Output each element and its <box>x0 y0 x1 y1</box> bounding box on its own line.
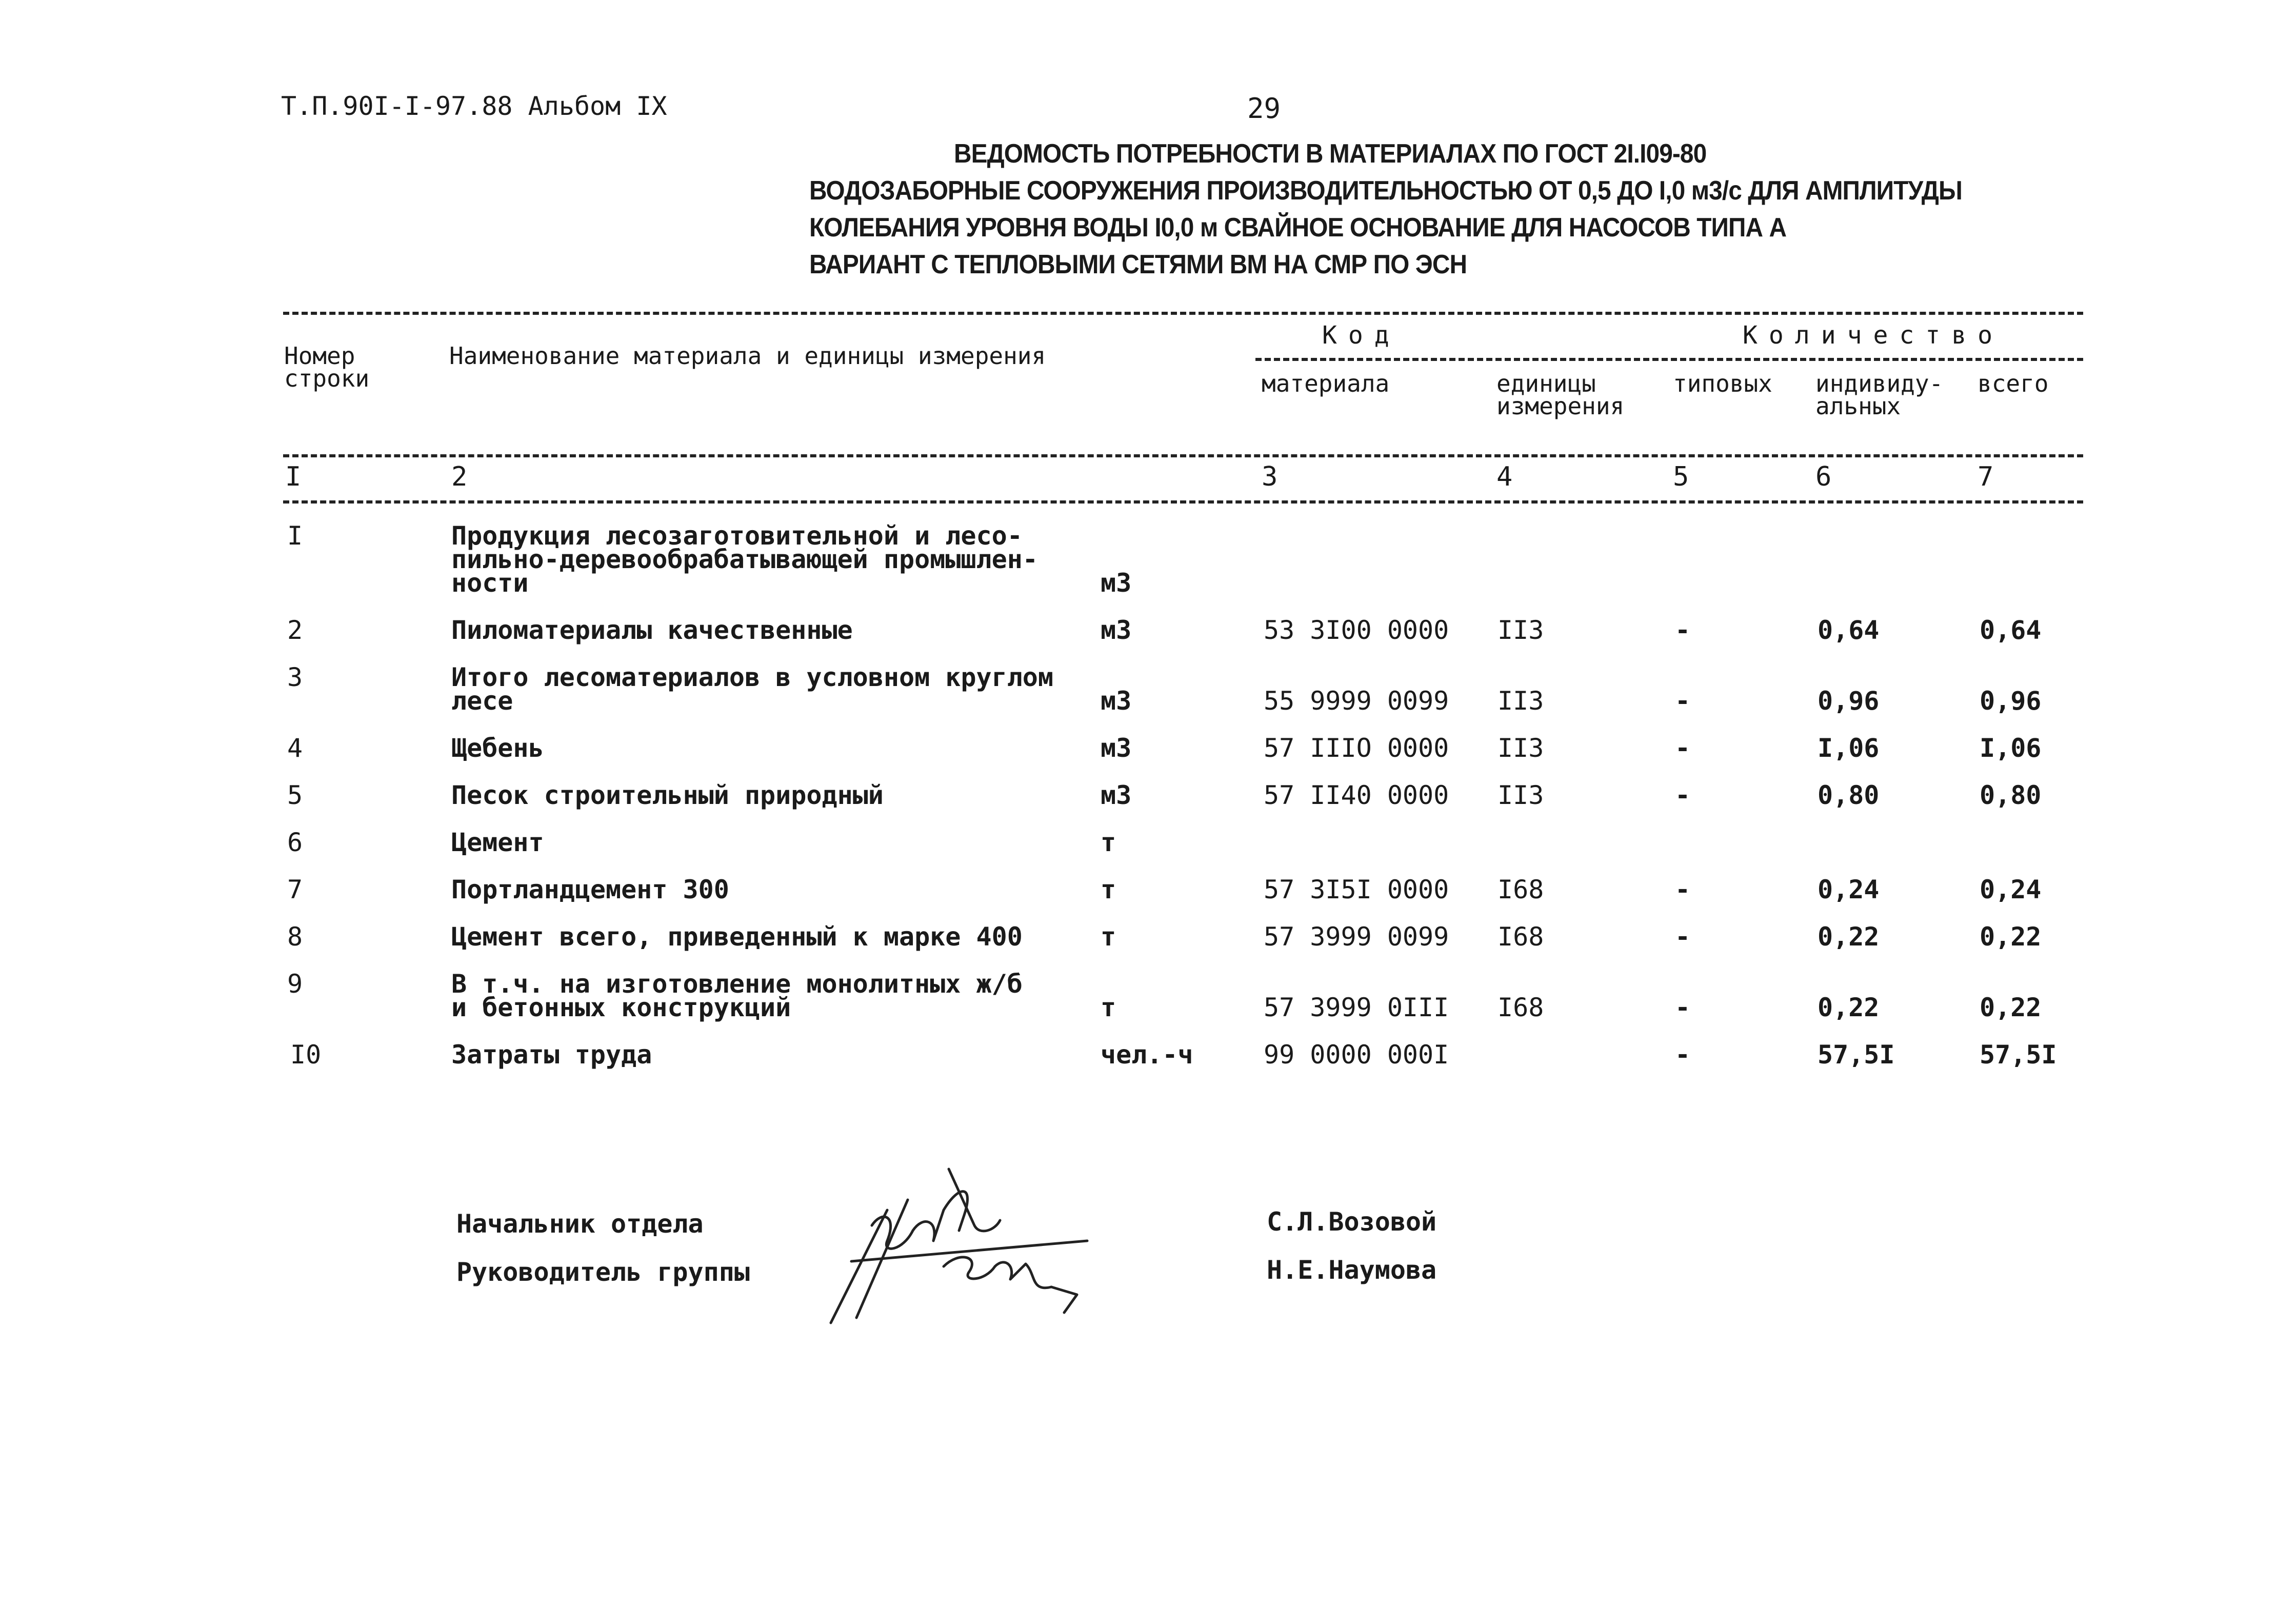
row-5-typical: - <box>1675 780 1691 810</box>
title-line-3: КОЛЕБАНИЯ УРОВНЯ ВОДЫ I0,0 м СВАЙНОЕ ОСНОВАНИЕ ДЛЯ НАСОСОВ ТИПА А <box>809 213 1787 243</box>
colnum-3: 3 <box>1262 461 1278 492</box>
row-8-name: Цемент всего, приведенный к марке 400 <box>451 922 1023 952</box>
row-4-total: I,06 <box>1980 733 2042 763</box>
colnum-4: 4 <box>1496 461 1513 492</box>
row-5-total: 0,80 <box>1980 780 2042 810</box>
row-1-number: I <box>287 521 303 551</box>
row-5-number: 5 <box>287 780 303 810</box>
row-2-code: 53 3I00 0000 <box>1264 615 1449 645</box>
row-3-number: 3 <box>287 662 303 692</box>
row-3-code: 55 9999 0099 <box>1264 686 1449 716</box>
header-material-code: материала <box>1262 370 1390 397</box>
header-individual: индивиду- альных <box>1815 370 1944 420</box>
row-7-unit: т <box>1101 875 1116 904</box>
row-8-unit: т <box>1101 922 1116 952</box>
row-10-number: I0 <box>290 1040 322 1070</box>
header-quantity-group: Количество <box>1743 321 2004 350</box>
row-4-unit: м3 <box>1101 733 1132 763</box>
row-9-code: 57 3999 0III <box>1264 993 1449 1022</box>
row-2-unit-code: II3 <box>1498 615 1544 645</box>
row-9-individual: 0,22 <box>1818 993 1880 1022</box>
row-3-typical: - <box>1675 686 1691 716</box>
row-8-number: 8 <box>287 922 303 952</box>
colnum-7: 7 <box>1978 461 1994 492</box>
colnum-5: 5 <box>1673 461 1689 492</box>
row-9-name: В т.ч. на изготовление монолитных ж/б и бетонных конструкций <box>451 969 1023 1022</box>
row-5-unit-code: II3 <box>1498 780 1544 810</box>
row-9-unit: т <box>1101 993 1116 1022</box>
signature-name-1: С.Л.Возовой <box>1267 1207 1437 1237</box>
colnum-6: 6 <box>1815 461 1832 492</box>
header-typical: типовых <box>1673 370 1772 397</box>
row-2-typical: - <box>1675 615 1691 645</box>
row-3-unit: м3 <box>1101 686 1132 716</box>
header-name: Наименование материала и единицы измерения <box>449 342 1046 370</box>
handwritten-signature <box>810 1164 1149 1333</box>
colnum-2: 2 <box>451 461 468 492</box>
row-5-unit: м3 <box>1101 780 1132 810</box>
document-reference: Т.П.90I-I-97.88 Альбом IX <box>281 91 667 121</box>
row-7-total: 0,24 <box>1980 875 2042 904</box>
signature-role-department-head: Начальник отдела <box>456 1209 704 1239</box>
row-3-unit-code: II3 <box>1498 686 1544 716</box>
row-4-unit-code: II3 <box>1498 733 1544 763</box>
colnum-1: I <box>285 461 302 492</box>
row-1-name: Продукция лесозаготовительной и лесо- пильно-деревообрабатывающей промышлен- ности <box>451 521 1038 598</box>
header-bottom-rule <box>283 454 2083 457</box>
row-2-individual: 0,64 <box>1818 615 1880 645</box>
row-2-unit: м3 <box>1101 615 1132 645</box>
row-2-number: 2 <box>287 615 303 645</box>
table-top-rule <box>283 312 2083 315</box>
row-10-individual: 57,5I <box>1818 1040 1895 1070</box>
row-6-unit: т <box>1101 828 1116 857</box>
row-3-total: 0,96 <box>1980 686 2042 716</box>
row-7-name: Портландцемент 300 <box>451 875 729 904</box>
row-6-number: 6 <box>287 828 303 857</box>
header-total: всего <box>1978 370 2049 397</box>
title-line-2: ВОДОЗАБОРНЫЕ СООРУЖЕНИЯ ПРОИЗВОДИТЕЛЬНОСТЬЮ ОТ 0,5 ДО I,0 м3/с ДЛЯ АМПЛИТУДЫ <box>809 176 1962 206</box>
row-9-typical: - <box>1675 993 1691 1022</box>
row-8-code: 57 3999 0099 <box>1264 922 1449 952</box>
row-1-unit: м3 <box>1101 568 1132 598</box>
row-3-individual: 0,96 <box>1818 686 1880 716</box>
row-4-typical: - <box>1675 733 1691 763</box>
row-2-name: Пиломатериалы качественные <box>451 615 853 645</box>
row-4-individual: I,06 <box>1818 733 1880 763</box>
header-row-number: Номер строки <box>284 342 370 392</box>
row-7-typical: - <box>1675 875 1691 904</box>
row-10-unit: чел.-ч <box>1101 1040 1193 1070</box>
code-quantity-subrule <box>1255 358 2083 361</box>
row-4-number: 4 <box>287 733 303 763</box>
row-7-individual: 0,24 <box>1818 875 1880 904</box>
row-9-total: 0,22 <box>1980 993 2042 1022</box>
header-code-group: Код <box>1322 321 1401 350</box>
signature-name-2: Н.Е.Наумова <box>1267 1255 1437 1285</box>
row-2-total: 0,64 <box>1980 615 2042 645</box>
row-9-unit-code: I68 <box>1498 993 1544 1022</box>
row-5-individual: 0,80 <box>1818 780 1880 810</box>
row-9-number: 9 <box>287 969 303 999</box>
row-5-name: Песок строительный природный <box>451 780 884 810</box>
page-number: 29 <box>1247 92 1281 125</box>
row-7-number: 7 <box>287 875 303 904</box>
title-line-1: ВЕДОМОСТЬ ПОТРЕБНОСТИ В МАТЕРИАЛАХ ПО ГОСТ 2I.I09-80 <box>954 139 1707 169</box>
row-3-name: Итого лесоматериалов в условном круглом лесе <box>451 662 1053 716</box>
column-number-rule <box>283 500 2083 504</box>
row-7-code: 57 3I5I 0000 <box>1264 875 1449 904</box>
row-7-unit-code: I68 <box>1498 875 1544 904</box>
row-10-name: Затраты труда <box>451 1040 652 1070</box>
header-unit-code: единицы измерения <box>1496 370 1625 420</box>
row-8-individual: 0,22 <box>1818 922 1880 952</box>
row-8-unit-code: I68 <box>1498 922 1544 952</box>
row-8-typical: - <box>1675 922 1691 952</box>
row-4-name: Щебень <box>451 733 544 763</box>
row-4-code: 57 IIIO 0000 <box>1264 733 1449 763</box>
signature-role-group-lead: Руководитель группы <box>456 1257 750 1287</box>
row-5-code: 57 II40 0000 <box>1264 780 1449 810</box>
row-6-name: Цемент <box>451 828 544 857</box>
row-10-code: 99 0000 000I <box>1264 1040 1449 1070</box>
row-10-typical: - <box>1675 1040 1691 1070</box>
row-8-total: 0,22 <box>1980 922 2042 952</box>
row-10-total: 57,5I <box>1980 1040 2057 1070</box>
title-line-4: ВАРИАНТ С ТЕПЛОВЫМИ СЕТЯМИ ВМ НА СМР ПО ЭСН <box>809 250 1467 279</box>
